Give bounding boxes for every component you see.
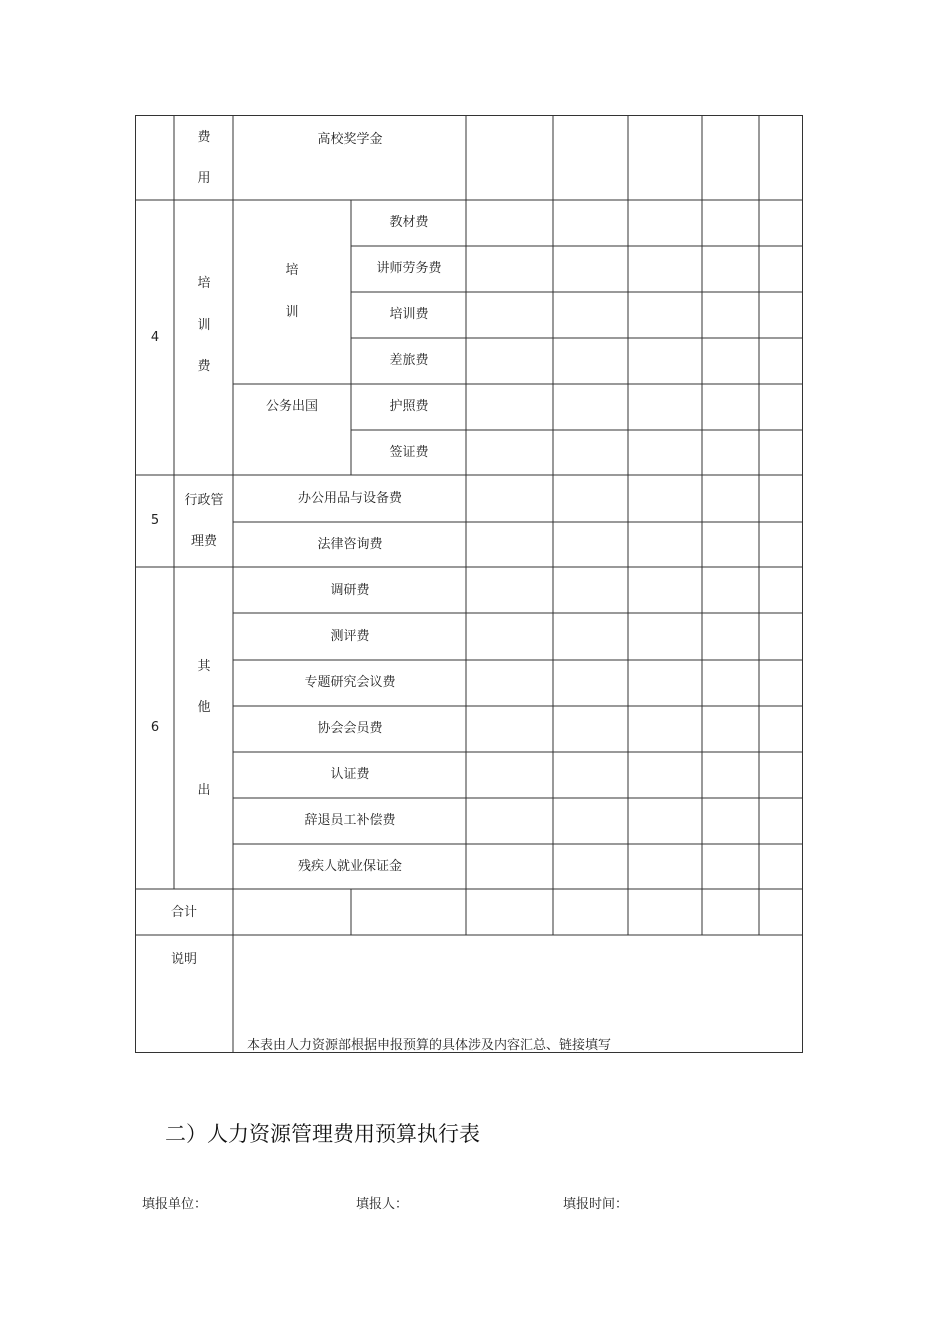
subcategory-label: 公务出国	[265, 399, 319, 414]
category-label: 行政管	[184, 493, 224, 508]
category-label: 其	[197, 659, 211, 674]
note-text: 本表由人力资源部根据申报预算的具体涉及内容汇总、链接填写	[247, 1038, 612, 1053]
total-label: 合计	[170, 905, 198, 920]
item-label: 辞退员工补偿费	[304, 813, 396, 828]
item-label: 讲师劳务费	[376, 261, 442, 276]
category-label: 出	[197, 783, 211, 798]
item-label: 协会会员费	[317, 721, 383, 736]
row-number: 6	[150, 720, 160, 735]
category-label: 费	[197, 130, 211, 145]
note-label: 说明	[170, 952, 198, 967]
table-grid	[135, 115, 803, 1053]
item-label: 差旅费	[389, 353, 429, 368]
category-label: 培	[197, 276, 211, 291]
category-label: 费	[197, 359, 211, 374]
item-label: 办公用品与设备费	[297, 491, 403, 506]
category-label: 理费	[190, 534, 218, 549]
item-label: 专题研究会议费	[304, 675, 396, 690]
item-label: 高校奖学金	[317, 132, 383, 147]
category-label: 用	[197, 171, 211, 186]
item-label: 护照费	[389, 399, 429, 414]
fill-unit-label: 填报单位：	[142, 1197, 208, 1212]
category-label: 训	[197, 318, 211, 333]
row-number: 5	[150, 513, 160, 528]
item-label: 测评费	[330, 629, 370, 644]
fill-time-label: 填报时间：	[563, 1197, 629, 1212]
item-label: 签证费	[389, 445, 429, 460]
item-label: 培训费	[389, 307, 429, 322]
fill-person-label: 填报人：	[356, 1197, 409, 1212]
subcategory-label: 训	[285, 305, 299, 320]
item-label: 教材费	[389, 215, 429, 230]
category-label: 他	[197, 700, 211, 715]
row-number: 4	[150, 330, 160, 345]
budget-table	[135, 115, 803, 1053]
item-label: 法律咨询费	[317, 537, 383, 552]
item-label: 调研费	[330, 583, 370, 598]
section-title: 二）人力资源管理费用预算执行表	[165, 1122, 480, 1146]
item-label: 认证费	[330, 767, 370, 782]
subcategory-label: 培	[285, 263, 299, 278]
item-label: 残疾人就业保证金	[297, 859, 403, 874]
